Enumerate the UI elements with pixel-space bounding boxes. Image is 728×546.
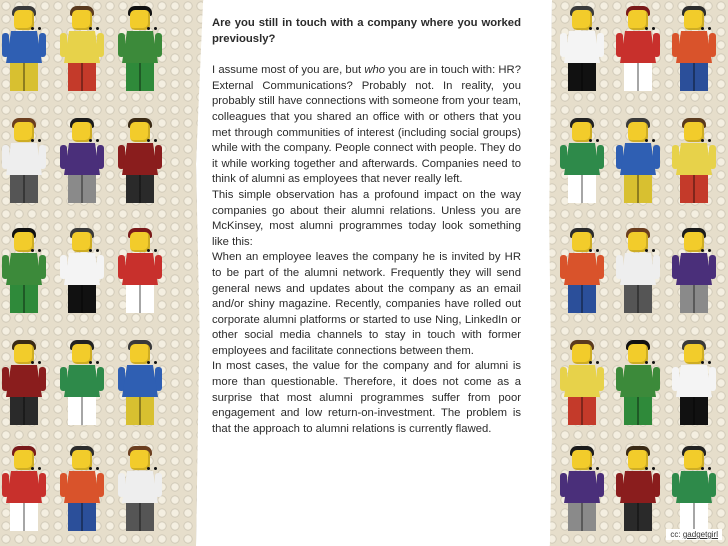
minifigure-icon <box>60 440 104 540</box>
minifigure-icon <box>60 222 104 322</box>
paragraph-observation: This simple observation has a profound impact on the way companies go about their alumni relations. Unless you are McKinsey, most alumni programmes today look something like this: <box>212 188 521 248</box>
photo-credit[interactable] <box>666 529 722 540</box>
minifigure-icon <box>616 0 660 100</box>
paragraph-intro <box>212 63 521 188</box>
minifigure-icon <box>560 334 604 434</box>
minifigure-icon <box>560 222 604 322</box>
minifigure-icon <box>118 440 162 540</box>
paragraph-intro-emphasis: who <box>364 64 386 77</box>
paragraph-intro-start: I assume most of you are, but <box>212 64 365 77</box>
article-title: Are you still in touch with a company where you worked previously? <box>212 17 521 45</box>
article <box>212 16 521 437</box>
paragraph-typical-programme: When an employee leaves the company he is invited by HR to be part of the alumni network. Frequently they will send general news and updates about the company as an email and/or shiny magazine. Recently, companies have rolled out corporate alumni platforms or started to use Ning, LinkedIn or other social media channels to stay in touch with former employees and facilitate connections between them. <box>212 251 521 357</box>
minifigure-icon <box>118 222 162 322</box>
minifigure-icon <box>2 222 46 322</box>
minifigure-icon <box>118 0 162 100</box>
paragraph-intro-rest: you are in touch with: HR? External Communications? Probably not. In reality, you probably still have connections with someone from your team, colleagues that you shared an office with or others that you met through communities of interest (including social groups) while with the company. People connect with people. They do it while working together and afterwards. Companies need to think of alumni as employees that never really left. <box>212 64 522 186</box>
credit-author-link[interactable]: gadgetgirl <box>682 530 718 539</box>
minifigure-icon <box>616 334 660 434</box>
minifigure-icon <box>616 222 660 322</box>
minifigure-icon <box>60 334 104 434</box>
minifigure-icon <box>616 112 660 212</box>
minifigure-icon <box>2 334 46 434</box>
minifigure-icon <box>560 112 604 212</box>
minifigure-icon <box>60 0 104 100</box>
minifigure-icon <box>672 334 716 434</box>
minifigure-icon <box>560 440 604 540</box>
minifigure-icon <box>2 440 46 540</box>
paragraph-conclusion: In most cases, the value for the company and for alumni is more than questionable. Therefore, it does not come as a surprise that most alumni programmes suffer from poor engagement and low return-on-investment. The problem is that the approach to alumni relations is currently flawed. <box>212 360 521 435</box>
credit-prefix: cc: <box>670 530 681 539</box>
minifigure-icon <box>672 0 716 100</box>
minifigure-icon <box>2 0 46 100</box>
minifigure-icon <box>616 440 660 540</box>
minifigure-icon <box>118 112 162 212</box>
minifigure-icon <box>60 112 104 212</box>
minifigure-icon <box>672 222 716 322</box>
minifigure-icon <box>672 112 716 212</box>
minifigure-icon <box>118 334 162 434</box>
minifigure-icon <box>672 440 716 540</box>
minifigure-icon <box>2 112 46 212</box>
minifigure-icon <box>560 0 604 100</box>
